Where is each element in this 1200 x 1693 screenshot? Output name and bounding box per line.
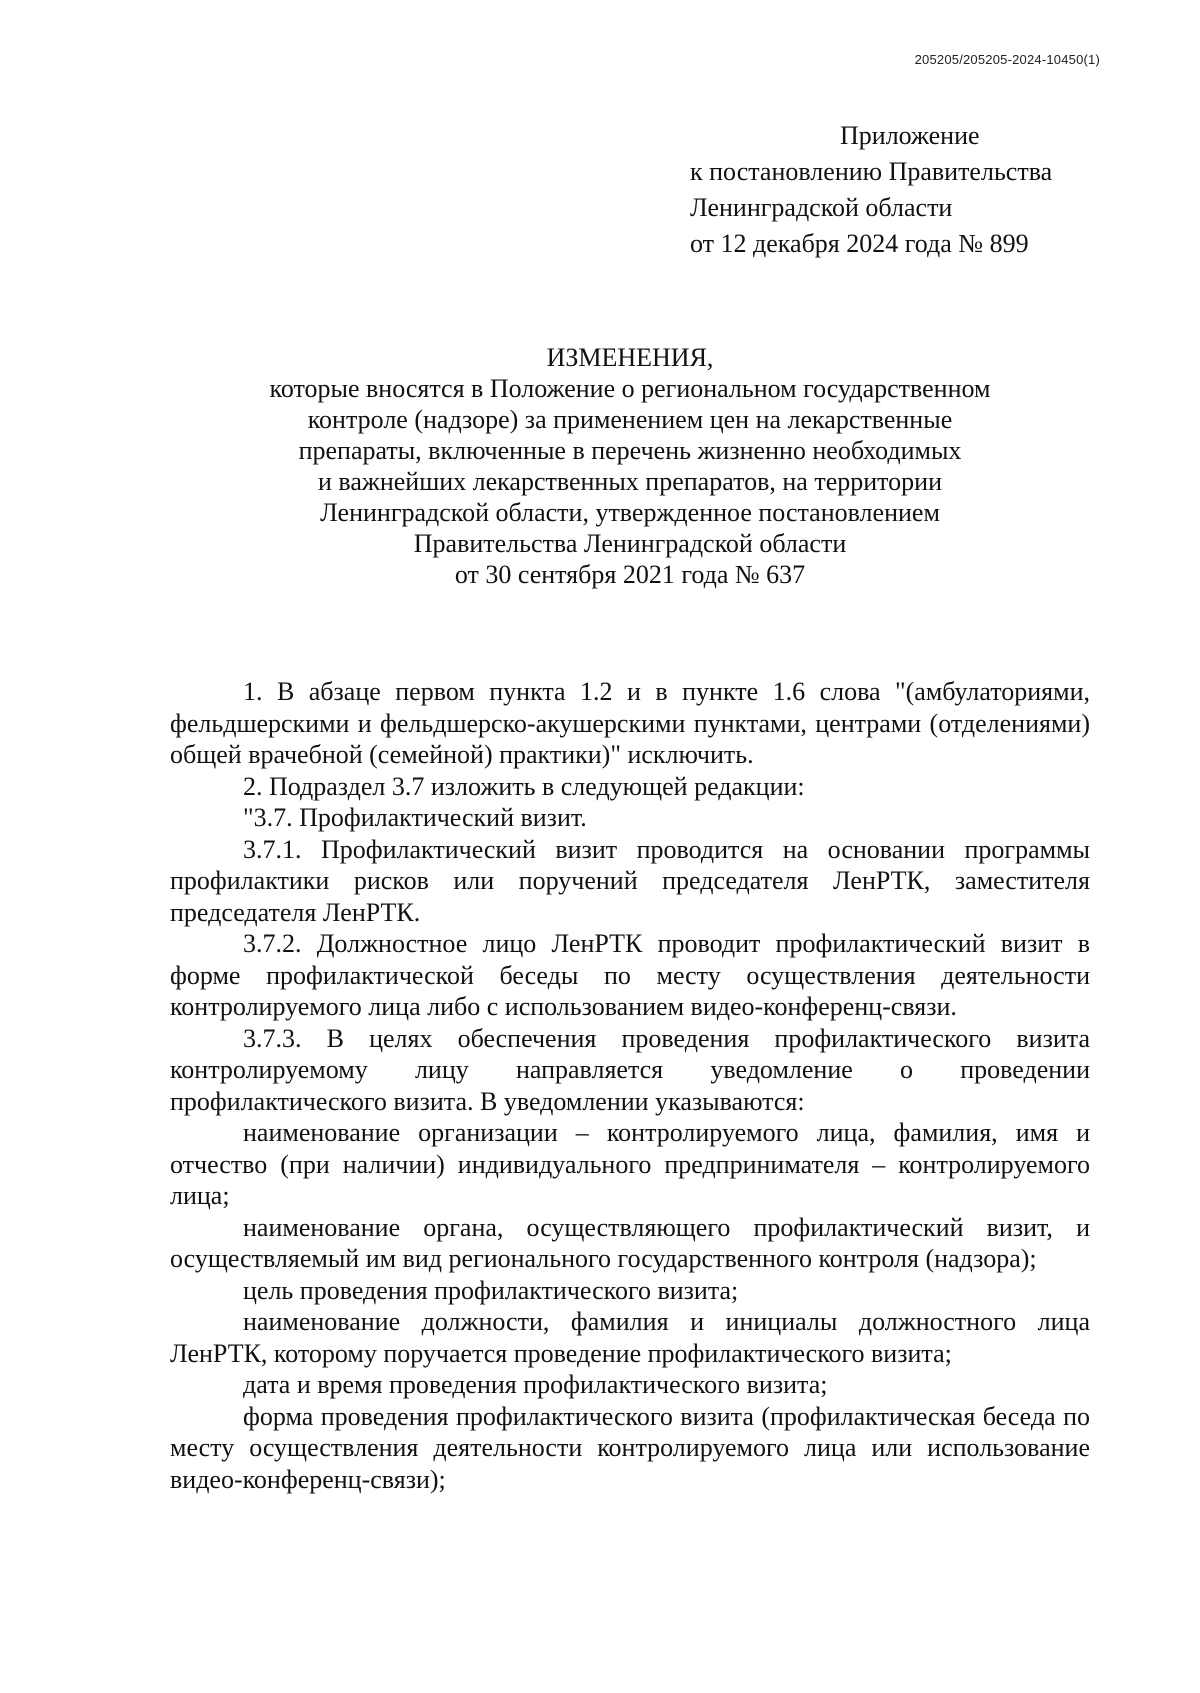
document-heading: ИЗМЕНЕНИЯ, — [546, 343, 714, 372]
body-paragraph: форма проведения профилактического визита (профилактическая беседа по месту осуществления деятельности контролируемого лица или использование видео-конференц-связи); — [170, 1401, 1090, 1494]
body-paragraph: наименование органа, осуществляющего профилактический визит, и осуществляемый им вид регионального государственного контроля (надзора); — [170, 1212, 1090, 1273]
body-paragraph: цель проведения профилактического визита; — [243, 1275, 739, 1305]
subtitle-line: и важнейших лекарственных препаратов, на территории — [318, 467, 942, 496]
subtitle-line: Ленинградской области, утвержденное постановлением — [320, 498, 940, 527]
body-paragraph: 3.7.3. В целях обеспечения проведения профилактического визита контролируемому лицу направляется уведомление о проведении профилактического визита. В уведомлении указываются: — [170, 1023, 1090, 1116]
document-id: 205205/205205-2024-10450(1) — [914, 52, 1100, 67]
document-body — [170, 676, 1090, 1495]
subtitle-line: контроле (надзоре) за применением цен на лекарственные — [307, 405, 953, 434]
appendix-title: Приложение — [840, 121, 980, 150]
appendix-block — [690, 118, 1052, 262]
subtitle-line: препараты, включенные в перечень жизненно необходимых — [298, 436, 962, 465]
subtitle-line: Правительства Ленинградской области — [413, 529, 847, 558]
appendix-line: Ленинградской области — [690, 193, 953, 222]
subtitle-line: от 30 сентября 2021 года № 637 — [454, 560, 806, 589]
body-paragraph: дата и время проведения профилактического визита; — [243, 1370, 828, 1399]
title-block — [170, 342, 1090, 590]
appendix-date-number: от 12 декабря 2024 года № 899 — [690, 229, 1029, 258]
body-paragraph: 2. Подраздел 3.7 изложить в следующей редакции: — [243, 771, 805, 801]
body-paragraph: 1. В абзаце первом пункта 1.2 и в пункте 1.6 слова "(амбулаториями, фельдшерскими и фельдшерско-акушерскими пунктами, центрами (отделениями) общей врачебной (семейной) практики)" исключить. — [170, 677, 1090, 769]
body-paragraph: "3.7. Профилактический визит. — [243, 803, 587, 832]
appendix-line: к постановлению Правительства — [690, 157, 1053, 186]
body-paragraph: наименование организации – контролируемого лица, фамилия, имя и отчество (при наличии) индивидуального предпринимателя – контролируемого лица; — [170, 1118, 1090, 1210]
subtitle-line: которые вносятся в Положение о региональном государственном — [269, 374, 991, 403]
body-paragraph: наименование должности, фамилия и инициалы должностного лица ЛенРТК, которому поручается проведение профилактического визита; — [170, 1307, 1090, 1368]
body-paragraph: 3.7.2. Должностное лицо ЛенРТК проводит профилактический визит в форме профилактической беседы по месту осуществления деятельности контролируемого лица либо с использованием видео-конференц-связи. — [170, 929, 1090, 1021]
body-paragraph: 3.7.1. Профилактический визит проводится на основании программы профилактики рисков или поручений председателя ЛенРТК, заместителя председателя ЛенРТК. — [170, 834, 1090, 927]
